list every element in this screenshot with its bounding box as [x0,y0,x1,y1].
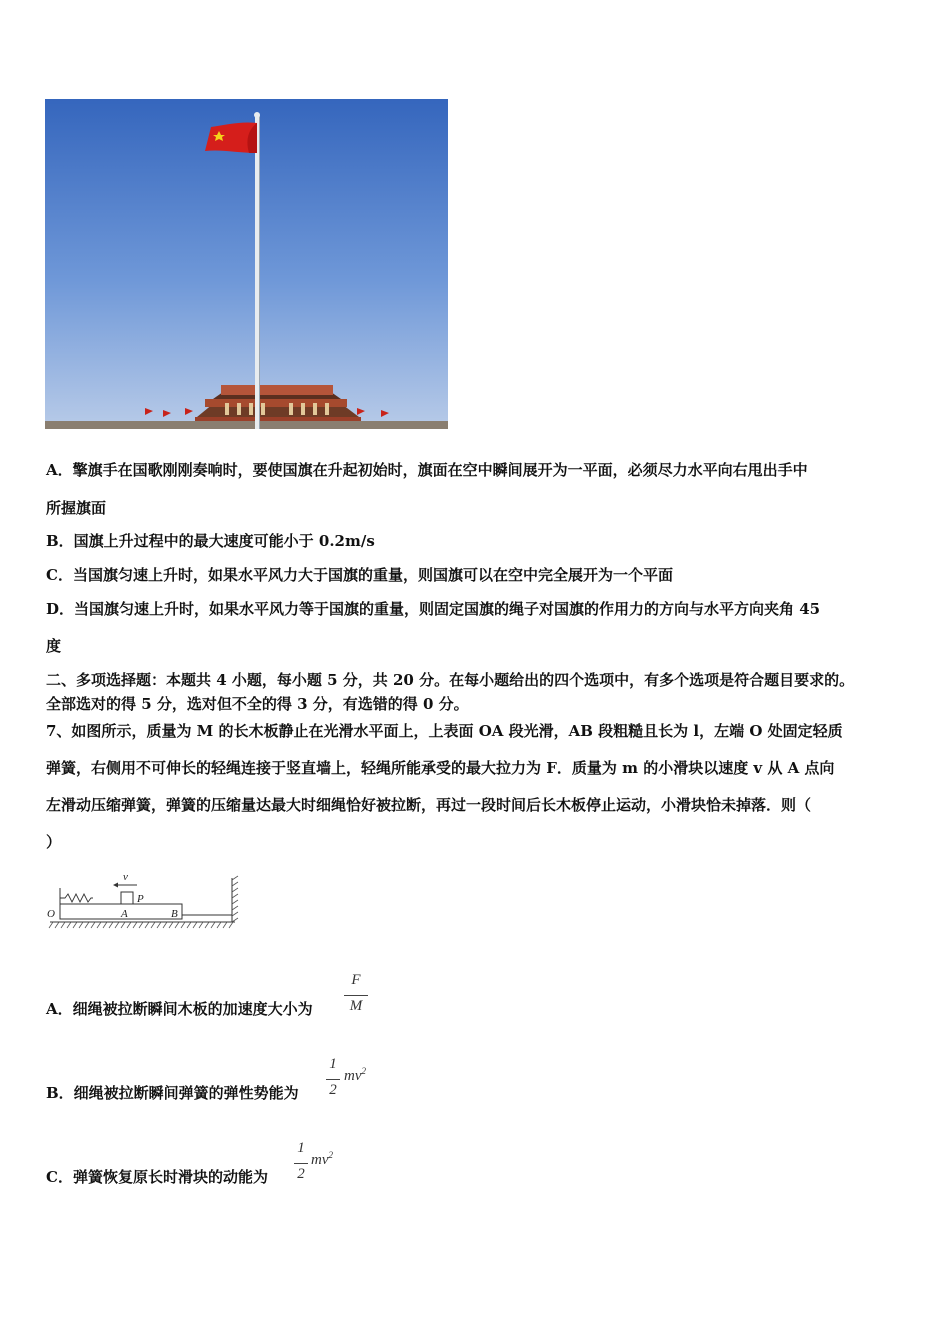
fraction-bar [294,1163,308,1164]
q7-option-a: A．细绳被拉断瞬间木板的加速度大小为 [46,1000,313,1018]
fraction-f-over-m [344,972,368,1020]
q7-option-c: C．弹簧恢复原长时滑块的动能为 [46,1168,268,1186]
mv-squared-b [344,1066,366,1085]
fraction-numerator: 1 [329,1056,337,1072]
label-p: P [137,893,144,905]
q7-stem-line2: 弹簧，右侧用不可伸长的轻绳连接于竖直墙上，轻绳所能承受的最大拉力为 F．质量为 m 的小滑块以速度 v 从 A 点向 [46,759,835,777]
mv-text: mv [311,1152,329,1168]
label-o: O [47,908,55,920]
exponent: 2 [361,1066,366,1076]
fraction-numerator: 1 [297,1140,305,1156]
q6-option-a-line1: A．擎旗手在国歌刚刚奏响时，要使国旗在升起初始时，旗面在空中瞬间展开为一平面，必须尽力水平向右甩出手中 [46,461,808,479]
q7-option-b: B．细绳被拉断瞬间弹簧的弹性势能为 [46,1084,299,1102]
fraction-denominator: M [349,998,363,1014]
fraction-numerator: F [351,972,361,988]
q6-option-a-line2: 所握旗面 [46,499,107,517]
q6-option-b: B．国旗上升过程中的最大速度可能小于 0.2m/s [46,532,375,550]
board-spring-diagram [45,868,245,936]
exponent: 2 [328,1150,333,1160]
mv-squared-c [311,1150,333,1169]
q6-option-d-line2: 度 [46,637,62,655]
q6-option-d-line1: D．当国旗匀速上升时，如果水平风力等于国旗的重量，则固定国旗的绳子对国旗的作用力的方向与水平方向夹角 45 [46,600,821,618]
fraction-one-half-b [326,1056,340,1104]
fraction-denominator: 2 [297,1166,305,1182]
mv-text: mv [344,1068,362,1084]
q7-stem-line3: 左滑动压缩弹簧，弹簧的压缩量达最大时细绳恰好被拉断，再过一段时间后长木板停止运动，小滑块恰未掉落．则（ [46,796,812,814]
flag-photo [45,99,448,429]
fraction-bar [344,995,368,996]
q7-stem-line1: 7、如图所示，质量为 M 的长木板静止在光滑水平面上，上表面 OA 段光滑，AB 段粗糙且长为 l，左端 O 处固定轻质 [46,722,843,740]
section2-heading-line2: 全部选对的得 5 分，选对但不全的得 3 分，有选错的得 0 分。 [46,695,469,713]
fraction-denominator: 2 [329,1082,337,1098]
fraction-bar [326,1079,340,1080]
label-b: B [171,908,178,920]
fraction-one-half-c [294,1140,308,1188]
label-v: v [123,871,128,883]
label-a: A [121,908,128,920]
section2-heading-line1: 二、多项选择题：本题共 4 小题，每小题 5 分，共 20 分。在每小题给出的四个选项中，有多个选项是符合题目要求的。 [46,671,855,689]
q6-option-c: C．当国旗匀速上升时，如果水平风力大于国旗的重量，则国旗可以在空中完全展开为一个平面 [46,566,673,584]
q7-stem-line4: ） [46,833,62,851]
